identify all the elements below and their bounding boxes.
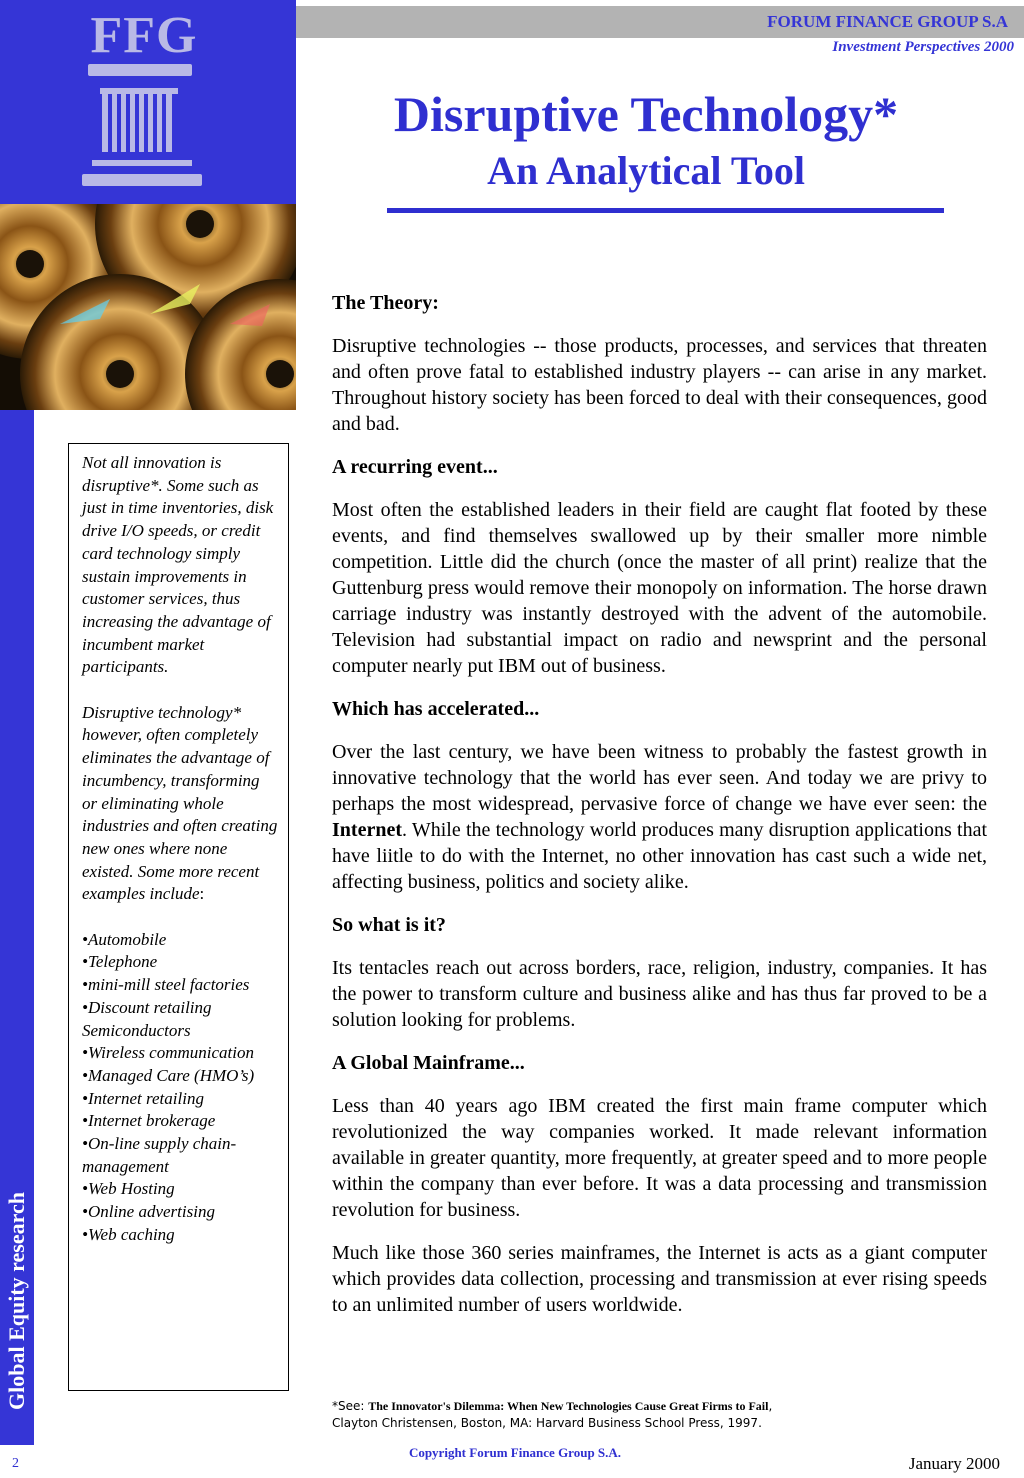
copyright-notice: Copyright Forum Finance Group S.A. bbox=[408, 1445, 622, 1460]
book-title: The Innovator's Dilemma: When New Technologies Cause Great Firms to Fail bbox=[368, 1399, 769, 1413]
publication-name: Investment Perspectives 2000 bbox=[832, 39, 1014, 55]
list-item: •Web Hosting bbox=[82, 1179, 175, 1199]
section-heading: So what is it? bbox=[332, 914, 446, 936]
article-paragraph: Most often the established leaders in their field are caught flat footed by these events, and find themselves swallowed up by their smaller more nimble competition. Little did the church (once the master of all print) realize that the Guttenburg press would remove their monopoly on information. The horse drawn carriage industry was instantly destroyed with the advent of the automobile. Television had substantial impact on radio and newsprint and the personal computer nearly put IBM out of business. bbox=[332, 499, 987, 677]
list-item: •Discount retailing Semiconductors bbox=[82, 997, 212, 1040]
ffg-logo-text: FFG bbox=[90, 7, 198, 64]
footnote-comma: , bbox=[768, 1399, 773, 1413]
list-item: •Internet brokerage bbox=[82, 1111, 216, 1131]
section-heading: The Theory: bbox=[332, 292, 439, 314]
sidebar-content bbox=[82, 452, 278, 1247]
sidebar-paragraph: Not all innovation is disruptive*. Some such as just in time inventories, disk drive I/O speeds, or credit card technology simply sustain improvements in customer services, thus increasing the advantage of incumbent market participants. bbox=[82, 453, 274, 677]
title-divider bbox=[387, 208, 944, 213]
footnote-prefix: *See: bbox=[332, 1399, 369, 1413]
list-item: •Internet retailing bbox=[82, 1088, 204, 1108]
organization-name: FORUM FINANCE GROUP S.A bbox=[767, 12, 1008, 31]
internet-emphasis: Internet bbox=[332, 819, 402, 841]
section-heading: Which has accelerated... bbox=[332, 698, 540, 720]
footnote bbox=[332, 1398, 992, 1432]
article-paragraph: Less than 40 years ago IBM created the first main frame computer which revolutionized the way companies worked. It made relevant information available in greater quantity, more frequently, at greater speed and to more people within the company than ever before. It was a data processing and transmission revolution for business. bbox=[332, 1095, 987, 1221]
article-paragraph bbox=[332, 739, 987, 895]
side-label-container bbox=[0, 1170, 34, 1432]
list-item: •Online advertising bbox=[82, 1202, 215, 1222]
footnote-line-1 bbox=[332, 1398, 992, 1415]
section-heading: A recurring event... bbox=[332, 456, 498, 478]
section-heading: A Global Mainframe... bbox=[332, 1052, 525, 1074]
article-paragraph: Disruptive technologies -- those products, processes, and services that threaten and often prove fatal to established industry players -- can arise in any market. Throughout history society has been forced to deal with their consequences, good and bad. bbox=[332, 335, 987, 435]
list-item: •On-line supply chain-management bbox=[82, 1134, 237, 1176]
list-item: •Automobile bbox=[82, 929, 167, 949]
sidebar-colon: : bbox=[199, 884, 205, 904]
article-paragraph: Much like those 360 series mainframes, the Internet is acts as a giant computer which provides data collection, processing and transmission at ever rising speeds to an unlimited number of users worldwide. bbox=[332, 1242, 987, 1316]
page-title: Disruptive Technology* bbox=[393, 86, 899, 142]
article-body bbox=[332, 290, 987, 1335]
side-label: Global Equity research bbox=[4, 1192, 29, 1410]
sidebar-box bbox=[68, 443, 289, 1391]
examples-list bbox=[82, 929, 278, 1247]
footnote-citation: Clayton Christensen, Boston, MA: Harvard Business School Press, 1997. bbox=[332, 1416, 762, 1430]
page-subtitle: An Analytical Tool bbox=[487, 148, 805, 193]
list-item: •mini-mill steel factories bbox=[82, 975, 250, 995]
list-item: •Wireless communication bbox=[82, 1043, 254, 1063]
list-item: •Telephone bbox=[82, 952, 158, 972]
compact-discs-photo bbox=[0, 204, 296, 410]
publication-date: January 2000 bbox=[908, 1454, 1000, 1473]
column-logo-icon bbox=[80, 64, 204, 190]
sidebar-paragraph bbox=[82, 702, 278, 906]
paragraph-text: . While the technology world produces many disruption applications that have liitle to do with the Internet, no other innovation has cast such a wide net, affecting business, politics and society alike. bbox=[332, 819, 987, 893]
paragraph-text: Over the last century, we have been witness to probably the fastest growth in innovative technology that the world has ever seen. And today we are privy to perhaps the most widespread, pervasive force of change we have ever seen: the bbox=[332, 741, 987, 815]
sidebar-paragraph-text: Disruptive technology* however, often completely eliminates the advantage of incumbency, transforming or eliminating whole industries and often creating new ones where none existed. Some more recent examples include bbox=[82, 702, 278, 904]
list-item: •Managed Care (HMO’s) bbox=[82, 1065, 255, 1085]
list-item: •Web caching bbox=[82, 1224, 175, 1244]
page-number: 2 bbox=[12, 1456, 19, 1471]
article-paragraph: Its tentacles reach out across borders, race, religion, industry, companies. It has the power to transform culture and business alike and has thus far proved to be a solution looking for problems. bbox=[332, 957, 987, 1031]
